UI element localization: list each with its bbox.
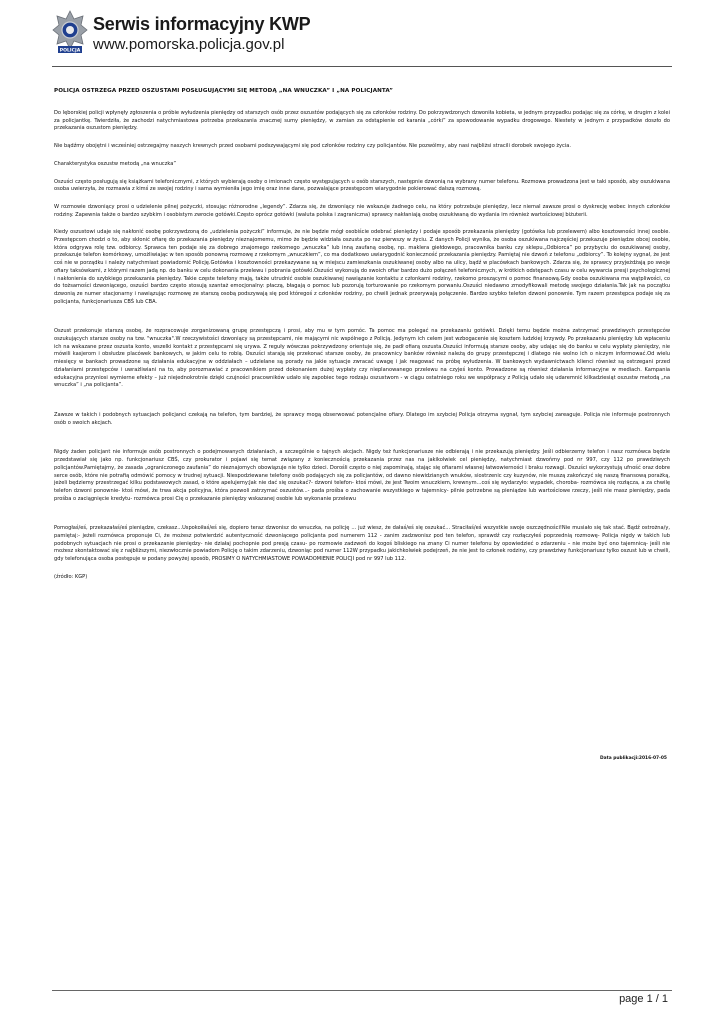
footer-divider [52,990,672,991]
header-divider [52,66,672,67]
site-title: Serwis informacyjny KWP [93,14,311,34]
police-star-logo-icon [52,10,88,54]
article-paragraph: Zawsze w takich i podobnych sytuacjach policjanci czekają na telefon, tym bardziej, że sprawcy mogą obserwować potencjalne ofiary. Dlatego im szybciej Policja otrzyma sygnał, tym szybciej zareaguje. Policja nie informuje postronnych osób o swoich akcjach. [54,411,670,426]
article-paragraph: Oszuści często posługują się książkami telefonicznymi, z których wybierają osoby o imionach często występujących u osób starszych, następnie dzwonią na wybrany numer telefonu. Rozmowa prowadzona jest w taki sposób, aby oszukiwana osoba uwierzyła, że rozmawia z kimś ze swojej rodziny i sama wymieniła jego imię oraz inne dane, pozwalające przestępcom wiarygodnie pokierować dalszą rozmową. [54,178,670,193]
article-paragraph: Kiedy oszustowi udaje się nakłonić osobę pokrzywdzoną do „udzielenia pożyczki” informuje, że nie będzie mógł osobiście odebrać pieniędzy i podaje sposób przekazania pieniędzy (gotówka lub przelewem) albo kosztowności innej osobie. Przestępcom chodzi o to, aby skłonić ofiarę do przekazania pieniędzy nieznajomemu, mimo że będzie widziała oszusta po raz pierwszy w życiu. Z danych Policji wynika, że osoba oszukiwana najczęściej przekazuje pieniądze obcej osobie, która odgrywa rolę tzw. odbiorcy. Sprawca ten podaje się za dobrego znajomego rzekomego „wnuczka” lub inną zaufaną osobę, np. maklera giełdowego, pracownika banku czy sklepu.„Odbiorca” po przybyciu do oszukiwanej osoby, przekazuje telefon komórkowy, umożliwiając w ten sposób ponowną rozmowę z rzekomym „wnuczkiem”, co ma dodatkowo uwiarygodnić konieczność przekazania pieniędzy. Pamiętaj nie dzwoń z telefonu „odbiorcy”. To kolejny sygnał, że jest coś nie w porządku i należy natychmiast powiadomić Policję.Gotówka i kosztowności przekazywane są w miejscu zamieszkania oszukiwanej osoby albo na ulicy, bądź w placówkach bankowych. Zdarza się, że sprawcy przyjeżdżają po swoje ofiary taksówkami, z którymi razem jadą np. do banku w celu dokonania przelewu i pobrania gotówki.Oszuści wykonują do swoich ofiar bardzo dużo połączeń telefonicznych, w krótkich odstępach czasu w celu wywarcia presji psychologicznej i nakłonienia do szybkiego przekazania pieniędzy. Takie częste telefony mają, także utrudnić osobie oszukiwanej nawiązanie kontaktu z członkami rodziny, rzekomo proszącymi o pomoc finansową.Gdy osoba oszukiwana ma wątpliwości, co do tożsamości dzwoniącego, oszuści bardzo często stosują szantaż emocjonalny: płaczą, błagają o pomoc lub pozorują torturowanie po rzekomym porwaniu.Oszuści niedawno zmodyfikowali metodę swojego działania.Tak jak na początku dzwonią ze numer stacjonarny i nawiązując rozmowę ze starszą osobą podszywają się pod któregoś z członków rodziny, po chwili jednak przerywają połączenie. Bardzo szybko telefon dzwoni ponownie. Tym razem przestępca podaje się za policjanta, funkcjonariusza CBŚ lub CBA. [54,229,670,305]
article-paragraph: Pomogłaś/eś, przekazałaś/eś pieniądze, czekasz...Uspokoiłaś/eś się, dopiero teraz dzwonisz do wnuczka, na policję ... już wiesz, że dałaś/eś się oszukać... Straciłaś/eś wszystkie swoje oszczędności!Nie musiało się tak stać. Bądź ostrożna/y, pamiętaj:- jeżeli rozmówca proponuje Ci, że możesz potwierdzić autentyczność dzwoniącego policjanta pod numerem 112 - zanim zadzwonisz pod ten telefon, sprawdź czy rozłączyłeś poprzednią rozmowę- Policja nigdy w takich lub podobnych sytuacjach nie prosi o przekazanie pieniędzy- nie działaj pochopnie pod presją czasu- po rozmowie zadzwoń do kogoś bliskiego na znany Ci numer telefonu by opowiedzieć o zdarzeniu – nie może być ono tajemnicą- jeśli nie możesz skontaktować się z najbliższymi, niezwłocznie powiadom Policję o takim zdarzeniu, dzwoniąc pod numer 112W przypadku jakichkolwiek podejrzeń, że nie jest to członek rodziny, czy prawdziwy funkcjonariusz tylko oszust lub w chwili, gdy telefonująca osoba postępuje w podany powyżej sposób, PROSIMY O NATYCHMIASTOWE POWIADOMIENIE POLICJI pod nr 997 lub 112. [54,525,670,563]
article-paragraph: W rozmowie dzwoniący prosi o udzielenie pilnej pożyczki, stosując różnorodne „legendy”. Zdarza się, że dzwoniący nie wskazuje żadnego celu, na który potrzebuje pieniędzy, lecz niemal zawsze prosi o dyskrecję wobec innych członków rodziny. Zapewnia także o bardzo szybkim i osobistym zwrocie gotówki.Często oprócz gotówki (waluta polska i zagraniczna) sprawcy nakłaniają osobę oszukiwaną do wydania im również wartościowej biżuterii. [54,203,670,218]
article-paragraph: Oszust przekonuje starszą osobę, że rozpracowuje zorganizowaną grupę przestępczą i prosi, aby mu w tym pomóc. Ta pomoc ma polegać na przekazaniu gotówki. Dzięki temu będzie można zatrzymać prawdziwych przestępców oszukujących starsze osoby na tzw. "wnuczka".W rzeczywistości dzwoniący są przestępcami, nie mającymi nic wspólnego z Policją. Jedynym ich celem jest wzbogacenie się kosztem ludzkiej krzywdy. Po przekazaniu pieniędzy lub wpłaceniu ich na wskazane przez oszusta konto, wszelki kontakt z przestępcami się urywa. Z reguły wówczas pokrzywdzony orientuje się, że padł ofiarą oszusta.Oszuści informują starsze osoby, aby udając się do banku w celu wypłaty pieniędzy, nie mówili kasjerom i obsłudze placówek bankowych, w jakim celu to robią. Oszuści starają się przekonać starsze osoby, że pracownicy banków również należą do grupy przestępczej i dlatego nie wolno ich o niczym informować.Od wielu miesięcy w bankach prowadzone są działania edukacyjne w oddziałach – udzielane są porady na jakie sytuacje zwracać uwagę i jak reagować na próbę wyłudzenia. W bankowych wydawnictwach klienci również są ostrzegani przed działaniami przestępców i uwrażliwiani na to, aby porozmawiać z pracownikiem przed dokonaniem dużej wypłaty czy nieplanowanego przelewu na czyjeś konto. Prowadzone są również działania informacyjne w mediach. Kampania edukacyjna przyniosi wymierne efekty – już niejednokrotnie dzięki czujności pracowników udało się zapobiec tego rodzaju oszustwom - w ciągu ostatniego roku we współpracy z Policją udało się udaremnić kilkadziesiąt oszustw metodą „na wnuczka” i „na policjanta”. [54,328,670,389]
publication-date: Data publikacji:2016-07-05 [600,756,667,761]
article-source: (źródło: KGP) [54,573,88,580]
article-body [54,88,670,580]
article-paragraph: Nie bądźmy obojętni i wcześniej ostrzegajmy naszych krewnych przed osobami podszywającymi się pod członków rodziny czy policjantów. Nie pozwólmy, aby nasi najbliżsi stracili dorobek swojego życia. [54,143,571,150]
article-title: POLICJA OSTRZEGA PRZED OSZUSTAMI POSŁUGUJĄCYMI SIĘ METODĄ „NA WNUCZKA” I „NA POLICJANTA” [54,88,394,94]
site-url[interactable]: www.pomorska.policja.gov.pl [93,36,285,53]
article-paragraph: Do lęborskiej policji wpłynęły zgłoszenia o próbie wyłudzenia pieniędzy od starszych osób przez oszustów podających się za członków rodziny. Do pokrzywdzonych dzwoniła kobieta, w jednym przypadku podając się za córkę, w drugim z kolei za policjantkę. Twierdziła, że zachodzi natychmiastowa potrzeba przekazania znacznej sumy pieniędzy, w zamian za odstąpienie od karania „córki” za spowodowanie wypadku drogowego. Niestety w jednym z przypadków doszło do przekazania oszustom pieniędzy. [54,110,670,132]
page-indicator: page 1 / 1 [619,993,668,1005]
article-paragraph: Nigdy żaden policjant nie informuje osób postronnych o podejmowanych działaniach, a szczególnie o tajnych akcjach. Nigdy też funkcjonariusze nie odbierają i nie przekazują pieniędzy. Jeśli odbierzemy telefon i nasz rozmówca będzie przedstawiał się jako np. funkcjonariusz CBŚ, czy prokurator i pojawi się temat związany z koniecznością przekazania przez nas na jakikolwiek cel pieniędzy, natychmiast dzwońmy pod nr 997, czy 112 po prawdziwych policjantów.Pamiętajmy, że zasada „ograniczonego zaufania” do nieznajomych obowiązuje nie tylko dzieci. Dorośli często o niej zapominają, stając się ofiarami własnej łatwowierności i braku rozwagi. Oszuści wykorzystują ufność oraz dobre serce osób, które nie potrafią odmówić pomocy w trudnej sytuacji. Niespodziewane telefony osób podających się za policjantów, od dawno niewidzianych wnuków, siostrzenic czy kuzynów, nie muszą zakończyć się naszą finansową porażką, jeżeli będziemy przestrzegać kilku podstawowych zasad, o które apelujemy:Jak nie dać się oszukać?- dzwoni telefon- ktoś mówi, że jest Twoim wnuczkiem, krewnym...coś się wydarzyło: wypadek, choroba- rozmówca się rozłącza, a za chwilę telefon dzwoni ponownie- ktoś mówi, że trwa akcja policyjna, która pozwoli zatrzymać oszustów...- pada prośba o zachowanie wszystkiego w tajemnicy- pilnie potrzebne są pieniądze lub wartościowe rzeczy, jeśli nie masz pieniędzy, pada prośba o zaciągnięcie kredytu- rozmówca prosi Cię o przekazanie pieniędzy wskazanej osobie lub wykonanie przelewu [54,449,670,502]
section-heading: Charakterystyka oszustw metodą „na wnuczka” [54,160,177,167]
logo-text: POLICJA [59,48,81,54]
